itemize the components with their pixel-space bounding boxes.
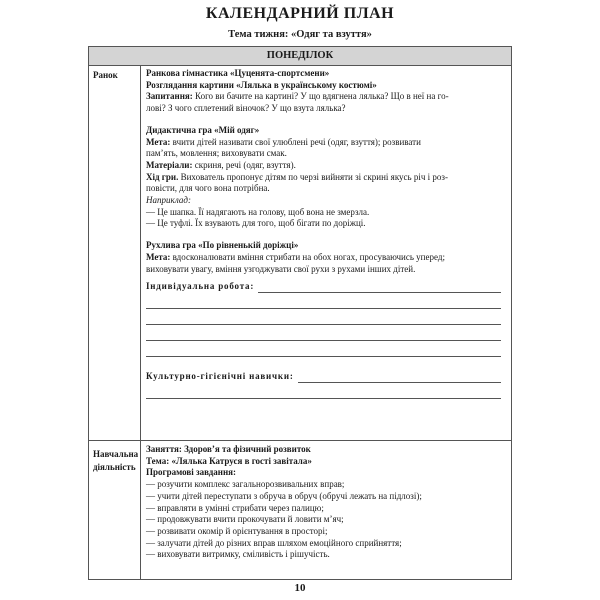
example-label: Наприклад: — [146, 195, 191, 206]
course-line-2: повісти, для чого вона потрібна. — [146, 183, 270, 194]
materials-label: Матеріали: — [146, 159, 193, 170]
example-line-2: — Це туфлі. Їх взувають для того, щоб бігати по доріжці. — [146, 218, 366, 229]
blank-line[interactable] — [146, 308, 501, 309]
course-label: Хід гри. — [146, 171, 179, 182]
materials-line — [146, 160, 508, 172]
week-theme: Тема тижня: «Одяг та взуття» — [228, 29, 372, 40]
mobile-goal-text-1: вдосконалювати вміння стрибати на обох ногах, просуваючись уперед; — [170, 251, 445, 262]
hygiene-skills-label: Культурно-гігієнічні навички: — [146, 370, 294, 381]
morning-section — [146, 68, 508, 399]
morning-label: Ранок — [93, 70, 118, 80]
exercise-title: Ранкова гімнастика «Цуценята-спортсмени» — [146, 68, 330, 78]
blank-line[interactable] — [146, 340, 501, 341]
didactic-game-title: Дидактична гра «Мій одяг» — [146, 124, 260, 135]
task-item: — розучити комплекс загальнорозвивальних вправ; — [146, 479, 345, 490]
hygiene-skills-row — [146, 371, 508, 383]
materials-text: скриня, речі (одяг, взуття). — [192, 159, 296, 170]
course-line-1 — [146, 172, 508, 184]
mobile-goal-line-2: виховувати увагу, вміння узгоджувати свої рухи з рухами інших дітей. — [146, 263, 416, 274]
hygiene-skills-field[interactable] — [298, 373, 501, 383]
task-item: — продовжувати вчити прокочувати й ловити м’яч; — [146, 514, 344, 525]
lesson-label: Навчальна діяльність — [93, 449, 139, 472]
mobile-goal-label: Мета: — [146, 251, 171, 262]
task-item: — виховувати витримку, сміливість і рішучість. — [146, 549, 330, 560]
page-title: КАЛЕНДАРНИЙ ПЛАН — [205, 5, 395, 22]
goal-line-2: пам’ять, мовлення; виховувати смак. — [146, 148, 287, 159]
picture-title: Розглядання картини «Лялька в українському костюмі» — [146, 79, 377, 90]
lesson-activity: Заняття: Здоров’я та фізичний розвиток — [146, 444, 311, 454]
questions-line-1 — [146, 91, 508, 103]
questions-text-1: Кого ви бачите на картині? У що вдягнена лялька? Що в неї на го- — [192, 91, 449, 102]
lesson-topic: Тема: «Лялька Катруся в гості завітала» — [146, 455, 312, 466]
individual-work-label: Індивідуальна робота: — [146, 281, 255, 292]
blank-line[interactable] — [146, 398, 501, 399]
row-divider — [89, 440, 511, 441]
column-divider — [140, 65, 141, 579]
tasks-label: Програмові завдання: — [146, 467, 237, 478]
individual-work-field[interactable] — [258, 283, 501, 293]
blank-line[interactable] — [146, 324, 501, 325]
task-item: — учити дітей переступати з обруча в обруч (обручі лежать на підлозі); — [146, 490, 422, 501]
mobile-goal-line-1 — [146, 252, 508, 264]
goal-line-1 — [146, 137, 508, 149]
questions-line-2: лові? З чого сплетений віночок? У що взута лялька? — [146, 103, 346, 114]
course-text-1: Вихователь пропонує дітям по черзі вийняти зі скрині якусь річ і роз- — [178, 171, 448, 182]
goal-label: Мета: — [146, 136, 171, 147]
task-item: — розвивати окомір й орієнтування в просторі; — [146, 525, 328, 536]
page-number: 10 — [294, 582, 306, 594]
example-line-1: — Це шапка. Її надягають на голову, щоб вона не змерзла. — [146, 206, 370, 217]
questions-label: Запитання: — [146, 91, 193, 102]
goal-text-1: вчити дітей називати свої улюблені речі (одяг, взуття); розвивати — [170, 136, 421, 147]
individual-work-row — [146, 281, 508, 293]
lesson-section — [146, 444, 508, 561]
mobile-game-title: Рухлива гра «По рівненькій доріжці» — [146, 240, 299, 251]
day-header: ПОНЕДІЛОК — [89, 47, 511, 66]
task-item: — вправляти в умінні стрибати через палицю; — [146, 502, 324, 513]
plan-table — [88, 46, 512, 580]
task-item: — залучати дітей до різних вправ шляхом емоційного сприйняття; — [146, 537, 402, 548]
blank-line[interactable] — [146, 356, 501, 357]
